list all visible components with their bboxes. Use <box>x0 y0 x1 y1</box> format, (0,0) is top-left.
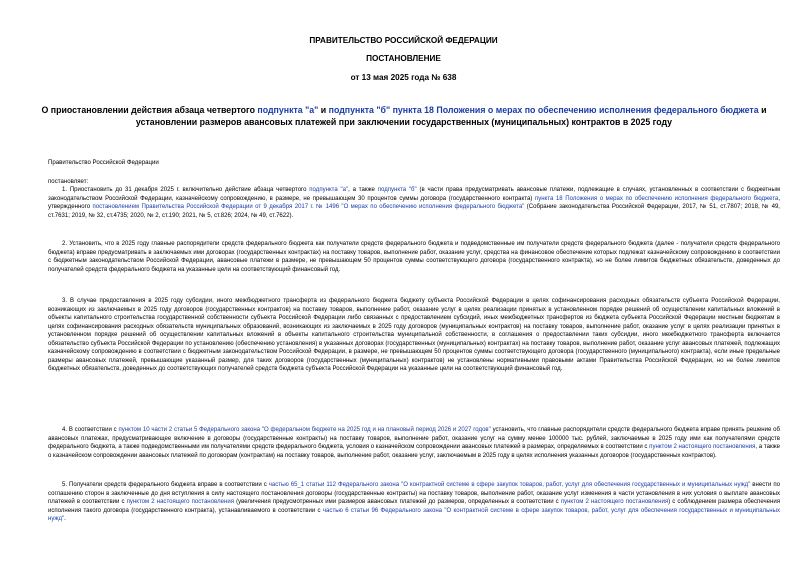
preamble-line: постановляет: <box>48 178 89 185</box>
title-text: О приостановлении действия абзаца четвертого <box>41 105 258 115</box>
paragraph-text: внести по соглашению сторон в заключенные до дня вступления в силу настоящего постановления договоры (государственные контракты) на поставку товаров, выполнение работ, оказание услуг изменения в части установления в них условия о выплате авансовых платежей в соответствии с <box>48 482 780 506</box>
title-link-subpoint-b[interactable]: подпункта "б" пункта 18 Положения о мерах по обеспечению исполнения федерального бюджета <box>328 105 759 115</box>
paragraph-text: , а также <box>348 187 378 193</box>
link-point-2[interactable]: пунктом 2 настоящего постановления <box>560 499 669 506</box>
paragraph-2: 2. Установить, что в 2025 году главные распорядители средств федерального бюджета как получатели средств федерального бюджета и подведомственные им получатели средств федерального бюджета (далее - получатели средств федерального бюджета) вправе предусматривать в заключаемых ими договорах (государственных контрактах) на поставку товаров, выполнение работ, оказание услуг, средства на финансовое обеспечение которых подлежат казначейскому сопровождению в соответствии с бюджетным законодательством Российской Федерации, авансовые платежи в размере, не превышающем 50 процентов суммы соответствующего договора (государственного контракта), но не более лимитов бюджетных обязательств, доведенных до получателей средств федерального бюджета на указанные цели на соответствующий финансовый год. <box>48 241 780 273</box>
paragraph-text: (увеличения предусмотренных ими размеров авансовых платежей до размеров, определенных в соответствии с <box>233 499 561 506</box>
paragraph-text: 1. Приостановить до 31 декабря 2025 г. включительно действие абзаца четвертого <box>62 187 310 193</box>
link-point-2[interactable]: пунктом 2 настоящего постановления <box>126 499 234 506</box>
title-text: и установлении размеров авансовых платежей при заключении государственных (муниципальных) контрактов в 2025 году <box>135 105 767 127</box>
paragraph-text: ) с соблюдением размера обеспечения исполнения такого договора (государственного контракта), устанавливаемого в соответствии с <box>48 499 781 514</box>
issuer-line: Правительство Российской Федерации <box>48 159 159 166</box>
title-link-subpoint-a[interactable]: подпункта "а" <box>257 105 319 115</box>
link-contract-system-law-96[interactable]: частью 6 статьи 96 Федерального закона "О контрактной системе в сфере закупок товаров, работ, услуг для обеспечения государственных и муниципальных нужд" <box>48 507 780 523</box>
title-text: и <box>318 105 329 115</box>
link-resolution-1496[interactable]: постановлением Правительства Российской Федерации от 9 декабря 2017 г. № 1496 "О мерах по обеспечению исполнения федерального бюджета" <box>92 204 525 211</box>
date-number-heading: от 13 мая 2025 года № 638 <box>350 73 457 82</box>
paragraph-text: , а также о казначейском сопровождении авансовых платежей по договорам (контрактам) на поставку товаров, выполнение работ, оказание услуг, заключаемым в 2025 году в целях исполнения указанных договоров (государственных контрактов). <box>48 444 780 459</box>
link-contract-system-law-112[interactable]: частью 65_1 статьи 112 Федерального закона "О контрактной системе в сфере закупок товаров, работ, услуг для обеспечения государственных и муниципальных нужд" <box>268 482 751 488</box>
paragraph-3: 3. В случае предоставления в 2025 году субсидии, иного межбюджетного трансферта из федерального бюджета бюджету субъекта Российской Федерации в целях софинансирования расходных обязательств субъекта Российской Федерации, возникающих из заключаемых в 2025 году договоров (государственных контрактов) на поставку товаров, выполнение работ, оказание услуг в целях реализации принятых в установленном порядке решений об осуществлении капитальных вложений в объекты капитального строительства государственной собственности субъекта Российской Федерации либо связанных с предоставлением субсидий, иных межбюджетных трансфертов из бюджета субъекта Российской Федерации местным бюджетам в целях софинансирования расходных обязательств муниципальных образований, возникающих из заключаемых в 2025 году договоров (муниципальных контрактов) на поставку товаров, выполнение работ, оказание услуг в целях реализации принятых в установленном порядке решений об осуществлении капитальных вложений в объекты капитального строительства муниципальной собственности, в соглашения о предоставлении таких субсидии, иного межбюджетного трансферта включается обязательство субъекта Российской Федерации по установлению (обеспечению установления) в указанных договорах (государственных (муниципальных) контрактах) на поставку товаров, выполнение работ, оказание услуг авансовых платежей, подлежащих казначейскому сопровождению в соответствии с бюджетным законодательством Российской Федерации, в размере, не превышающем 50 процентов суммы соответствующего договора (государственного (муниципального) контракта), если иные предельные размеры авансовых платежей, превышающие указанный размер, для таких договоров (государственных (муниципальных) контрактов) не установлены нормативными правовыми актами Правительства Российской Федерации, но не более лимитов бюджетных обязательств, доведенных до соответствующих получателей средств бюджета субъекта Российской Федерации на указанные цели на соответствующий финансовый год. <box>48 298 780 373</box>
link-point-2[interactable]: пунктом 2 настоящего постановления <box>649 444 756 451</box>
paragraph-text: установить, что главные распорядители средств федерального бюджета вправе принять решение об авансовых платежах, предусматривающее включение в договоры (государственные контракты) на поставку товаров, выполнение работ, оказание услуг на сумму менее 100000 тыс. рублей, заключаемые в 2025 году ими как получателями средств федерального бюджета, а также подведомственными им получателями средств федерального бюджета, условия о казначейском сопровождении авансовых платежей в размерах, определяемых в соответствии с <box>48 427 781 451</box>
paragraph-text: 4. В соответствии с <box>62 427 119 433</box>
link-federal-budget-law[interactable]: пунктом 10 части 2 статьи 5 Федерального закона "О федеральном бюджете на 2025 год и на плановый период 2026 и 2027 годов" <box>118 427 491 433</box>
paragraph-5 <box>48 481 780 524</box>
link-subpoint-b[interactable]: подпункта "б" <box>377 187 417 193</box>
paragraph-1 <box>48 186 780 220</box>
paragraph-text: (в части права предусматривать авансовые платежи, подлежащие в случаях, установленных в соответствии с бюджетным законодательством Российской Федерации, казначейскому сопровождению, в размере, не превышающем 30 процентов суммы договора (государственного контракта) <box>48 187 781 202</box>
paragraph-4 <box>48 426 780 460</box>
document-title <box>30 105 778 128</box>
document-type-heading: ПОСТАНОВЛЕНИЕ <box>366 54 441 63</box>
paragraph-text: , утвержденного <box>48 195 780 211</box>
paragraph-text: . <box>64 516 66 523</box>
authority-heading: ПРАВИТЕЛЬСТВО РОССИЙСКОЙ ФЕДЕРАЦИИ <box>309 36 498 45</box>
link-point-18-regulation[interactable]: пункта 18 Положения о мерах по обеспечению исполнения федерального бюджета <box>534 195 779 202</box>
link-subpoint-a[interactable]: подпункта "а" <box>309 187 349 193</box>
paragraph-text: 5. Получатели средств федерального бюджета вправе в соответствии с <box>62 482 269 488</box>
paragraph-text: (Собрание законодательства Российской Федерации, 2017, № 51, ст.7807; 2018, № 49, ст.7631; 2019, № 32, ст.4735; 2020, № 2, ст.190; 2021, № 5, ст.826; 2024, № 49, ст.7622). <box>48 204 780 219</box>
